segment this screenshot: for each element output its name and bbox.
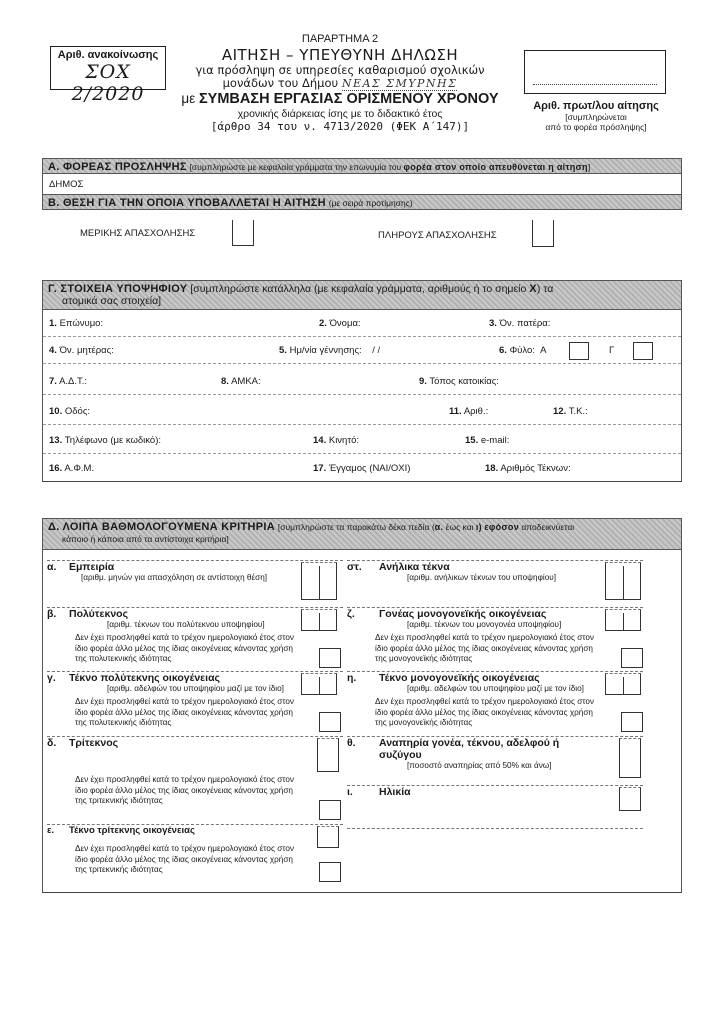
single-parent-children-input[interactable]: [605, 609, 641, 631]
mother-name-field[interactable]: 4. Όν. μητέρας:: [49, 345, 114, 356]
full-time-checkbox[interactable]: [532, 220, 554, 247]
section-g-note: [συμπληρώστε κατάλληλα (με κεφαλαία γράμματα, αριθμούς ή το σημείο Χ) τα: [190, 283, 554, 295]
single-parent-confirm-checkbox[interactable]: [621, 648, 643, 668]
row-1: [43, 310, 681, 337]
section-g-header: [42, 280, 682, 310]
street-field[interactable]: 10. Οδός:: [49, 406, 91, 417]
married-field[interactable]: 17. Έγγαμος (ΝΑΙ/ΟΧΙ): [313, 463, 411, 474]
form-title: ΑΙΤΗΣΗ – ΥΠΕΥΘΥΝΗ ΔΗΛΩΣΗ: [221, 46, 459, 64]
row-3: [43, 368, 681, 395]
child-polytekne-confirm-checkbox[interactable]: [319, 712, 341, 732]
street-number-field[interactable]: 11. Αριθ.:: [449, 406, 489, 417]
criteria-end-divider: [347, 828, 643, 829]
contract-duration: χρονικής διάρκειας ίσης με το διδακτικό έτος: [237, 108, 443, 120]
municipality-field[interactable]: ΝΕΑΣ ΣΜΥΡΝΗΣ: [341, 77, 458, 90]
minor-children-input[interactable]: [605, 562, 641, 600]
disability-input[interactable]: [619, 738, 641, 778]
tritekne-confirm-checkbox[interactable]: [319, 800, 341, 820]
criterion-d-tritekne: δ. Τρίτεκνος Δεν έχει προσληφθεί κατά το τρέχον ημερολογιακό έτος στον ίδιο φορέα άλλο μέλος της ίδιας οικογένειας κάνοντας χρήση της τριτεκνικής ιδιότητας: [47, 736, 343, 807]
surname-field[interactable]: 1. Επώνυμο:: [49, 318, 104, 329]
protocol-label: Αριθ. πρωτ/λου αίτησης: [533, 100, 659, 112]
employer-field[interactable]: [42, 174, 682, 194]
full-time-label: ΠΛΗΡΟΥΣ ΑΠΑΣΧΟΛΗΣΗΣ: [378, 230, 497, 241]
email-field[interactable]: 15. e-mail:: [465, 435, 510, 446]
postal-code-field[interactable]: 12. Τ.Κ.:: [553, 406, 588, 417]
criterion-g-child-polytekne: γ. Τέκνο πολύτεκνης οικογένειας [αριθμ. αδελφών του υποψηφίου μαζί με τον ίδιο] Δεν έχει προσληφθεί κατά το τρέχον ημερολογιακό έτος στον ίδιο φορέα άλλο μέλος της ίδιας οικογένειας κάνοντας χρήση της πολυτεκνικής ιδιότητας: [47, 671, 343, 729]
municipality-prefix: μονάδων του Δήμου: [222, 76, 339, 90]
age-input[interactable]: [619, 787, 641, 811]
criterion-i-age: ι. Ηλικία: [347, 785, 643, 798]
polytekne-children-input[interactable]: [301, 609, 337, 631]
form-subtitle-line2: [170, 77, 510, 90]
row-6: [43, 454, 681, 481]
announcement-number-value[interactable]: ΣΟΧ 2/2020: [71, 61, 145, 105]
contract-type-bold: ΣΥΜΒΑΣΗ ΕΡΓΑΣΙΑΣ ΟΡΙΣΜΕΝΟΥ ΧΡΟΝΟΥ: [198, 91, 499, 107]
polytekne-siblings-input[interactable]: [301, 673, 337, 695]
section-b-header: [42, 194, 682, 210]
criterion-h-child-single-parent: η. Τέκνο μονογονεϊκής οικογένειας [αριθμ. αδελφών του υποψηφίου μαζί με τον ίδιο] Δεν έχει προσληφθεί κατά το τρέχον ημερολογιακό έτος στον ίδιο φορέα άλλο μέλος της ίδιας οικογένειας κάνοντας χρήση της μονογονεϊκής ιδιότητας: [347, 671, 643, 729]
protocol-number-field[interactable]: [524, 50, 666, 94]
child-tritekne-checkbox[interactable]: [317, 826, 339, 848]
birth-date-field[interactable]: 5. Ημ/νία γέννησης: / /: [279, 345, 381, 356]
row-4: [43, 398, 681, 425]
part-time-label: ΜΕΡΙΚΗΣ ΑΠΑΣΧΟΛΗΣΗΣ: [80, 228, 196, 239]
polytekne-confirm-checkbox[interactable]: [319, 648, 341, 668]
residence-field[interactable]: 9. Τόπος κατοικίας:: [419, 376, 499, 387]
section-b-title: Β. ΘΕΣΗ ΓΙΑ ΤΗΝ ΟΠΟΙΑ ΥΠΟΒΑΛΛΕΤΑΙ Η ΑΙΤΗΣΗ: [48, 197, 326, 209]
section-a-note: [συμπληρώστε με κεφαλαία γράμματα την επωνυμία του φορέα στον οποίο απευθύνεται η αίτηση]: [189, 162, 591, 172]
section-d-title: Δ. ΛΟΙΠΑ ΒΑΘΜΟΛΟΓΟΥΜΕΝΑ ΚΡΙΤΗΡΙΑ: [48, 521, 275, 533]
amka-field[interactable]: 8. ΑΜΚΑ:: [221, 376, 261, 387]
tritekne-checkbox[interactable]: [317, 738, 339, 772]
candidate-details: [42, 310, 682, 482]
row-5: [43, 427, 681, 454]
annex-label: ΠΑΡΑΡΤΗΜΑ 2: [301, 33, 379, 45]
phone-field[interactable]: 13. Τηλέφωνο (με κωδικό):: [49, 435, 161, 446]
criterion-z-single-parent: ζ. Γονέας μονογονεϊκής οικογένειας [αριθμ. τέκνων του μονογονέα υποψηφίου] Δεν έχει προσληφθεί κατά το τρέχον ημερολογιακό έτος στον ίδιο φορέα άλλο μέλος της ίδιας οικογένειας κάνοντας χρήση της μονογονεϊκής ιδιότητας: [347, 607, 643, 665]
section-d-header: [42, 518, 682, 550]
form-header: [170, 33, 510, 133]
protocol-dotted-line: [533, 84, 657, 85]
criterion-e-child-tritekne: ε. Τέκνο τρίτεκνης οικογένειας Δεν έχει προσληφθεί κατά το τρέχον ημερολογιακό έτος στον ίδιο φορέα άλλο μέλος της ίδιας οικογένειας κάνοντας χρήση της τριτεκνικής ιδιότητας: [47, 824, 343, 876]
criterion-b-polytekne: β. Πολύτεκνος [αριθμ. τέκνων του πολύτεκνου υποψηφίου] Δεν έχει προσληφθεί κατά το τρέχον ημερολογιακό έτος στον ίδιο φορέα άλλο μέλος της ίδιας οικογένειας κάνοντας χρήση της πολυτεκνικής ιδιότητας: [47, 607, 343, 665]
section-a-header: [42, 158, 682, 174]
part-time-checkbox[interactable]: [232, 220, 254, 246]
children-count-field[interactable]: 18. Αριθμός Τέκνων:: [485, 463, 571, 474]
experience-months-input[interactable]: [301, 562, 337, 600]
gender-male-checkbox[interactable]: [569, 342, 589, 360]
form-subtitle-line1: για πρόσληψη σε υπηρεσίες καθαρισμού σχολικών: [195, 63, 485, 77]
tax-id-field[interactable]: 16. Α.Φ.Μ.: [49, 463, 95, 474]
announcement-number-label: Αριθ. ανακοίνωσης: [57, 49, 159, 61]
mobile-field[interactable]: 14. Κινητό:: [313, 435, 360, 446]
father-name-field[interactable]: 3. Όν. πατέρα:: [489, 318, 551, 329]
section-d-note: [συμπληρώστε τα παρακάτω δέκα πεδία (α. έως και ι) εφόσον αποδεικνύεται: [277, 522, 575, 532]
section-g-title: Γ. ΣΤΟΙΧΕΙΑ ΥΠΟΨΗΦΙΟΥ: [48, 283, 188, 295]
protocol-note-2: από το φορέα πρόσληψης]: [545, 122, 647, 132]
gender-label: 6. Φύλο: Α: [499, 345, 547, 356]
section-g-note-line2: ατομικά σας στοιχεία]: [62, 295, 162, 307]
protocol-label-block: [512, 100, 680, 132]
child-single-parent-confirm-checkbox[interactable]: [621, 712, 643, 732]
criteria-list: [42, 550, 682, 893]
gender-female-label: Γ: [609, 345, 615, 356]
criterion-a-experience: α. Εμπειρία [αριθμ. μηνών για απασχόληση σε αντίστοιχη θέση]: [47, 560, 343, 583]
employer-value: ΔΗΜΟΣ: [49, 179, 84, 190]
section-a-title: Α. ΦΟΡΕΑΣ ΠΡΟΣΛΗΨΗΣ: [48, 161, 187, 173]
single-parent-siblings-input[interactable]: [605, 673, 641, 695]
section-d-note-line2: κάποιο ή κάποια από τα αντίστοιχα κριτήρια]: [62, 534, 229, 544]
law-reference: [άρθρο 34 του ν. 4713/2020 (ΦΕΚ Α΄147)]: [210, 120, 470, 133]
row-2: [43, 337, 681, 364]
section-b-note: (με σειρά προτίμησης): [328, 198, 413, 208]
contract-prefix: με: [181, 91, 196, 106]
protocol-note-1: [συμπληρώνεται: [565, 112, 627, 122]
contract-type: [170, 91, 510, 107]
criterion-th-disability: θ. Αναπηρία γονέα, τέκνου, αδελφού ή συζύγου [ποσοστό αναπηρίας από 50% και άνω]: [347, 736, 643, 771]
child-tritekne-confirm-checkbox[interactable]: [319, 862, 341, 882]
criterion-st-minor-children: στ. Ανήλικα τέκνα [αριθμ. ανήλικων τέκνων του υποψηφίου]: [347, 560, 643, 583]
gender-female-checkbox[interactable]: [633, 342, 653, 360]
first-name-field[interactable]: 2. Όνομα:: [319, 318, 361, 329]
announcement-number-box: [50, 46, 166, 105]
id-card-field[interactable]: 7. Α.Δ.Τ.:: [49, 376, 88, 387]
